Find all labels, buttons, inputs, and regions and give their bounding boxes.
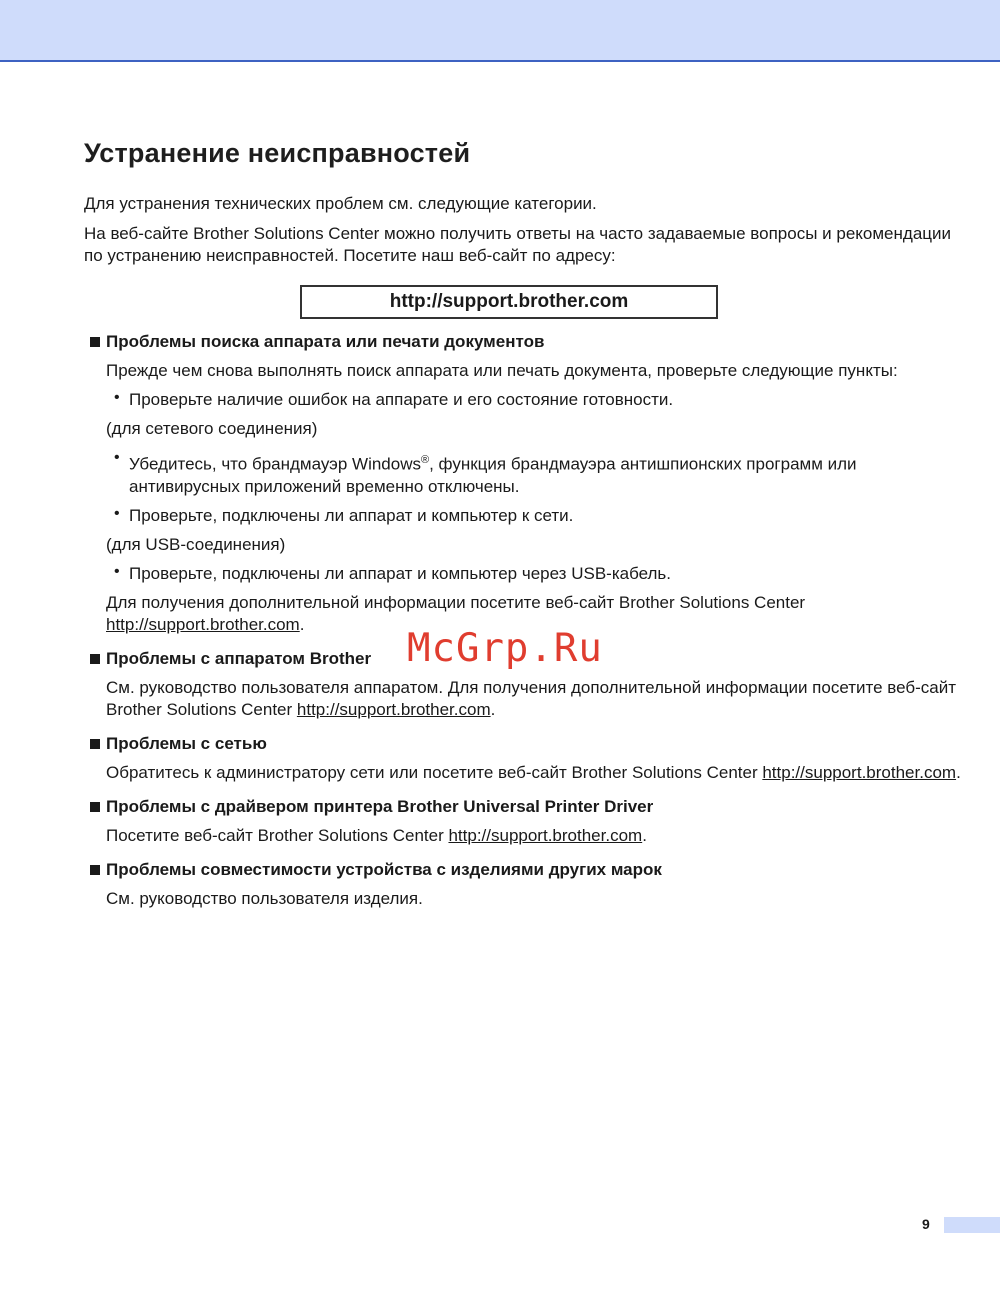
section-search-print — [84, 331, 964, 636]
bullet-icon: • — [114, 562, 120, 580]
support-url-box[interactable]: http://support.brother.com — [300, 285, 718, 319]
section-network — [84, 733, 964, 784]
section-text: Обратитесь к администратору сети или посетите веб-сайт Brother Solutions Center http://support.brother.com. — [106, 762, 961, 782]
page-content — [84, 138, 964, 910]
support-link[interactable]: http://support.brother.com — [762, 762, 957, 782]
section-heading: Проблемы с аппаратом Brother — [84, 648, 964, 670]
network-note: (для сетевого соединения) — [106, 419, 318, 438]
page-number: 9 — [922, 1216, 930, 1232]
square-bullet-icon — [90, 654, 100, 664]
header-band — [0, 0, 1000, 62]
intro-paragraph-2: На веб-сайте Brother Solutions Center можно получить ответы на часто задаваемые вопросы и рекомендации по устранению неисправностей. Посетите наш веб-сайт по адресу: — [84, 224, 951, 265]
square-bullet-icon — [90, 739, 100, 749]
section-heading: Проблемы с сетью — [84, 733, 964, 755]
bullet-icon: • — [114, 449, 120, 466]
section-text: См. руководство пользователя изделия. — [106, 888, 423, 908]
support-link[interactable]: http://support.brother.com — [296, 699, 491, 719]
square-bullet-icon — [90, 802, 100, 812]
list-item: • Проверьте, подключены ли аппарат и компьютер через USB-кабель. — [114, 562, 672, 583]
support-link[interactable]: http://support.brother.com — [106, 614, 300, 634]
section-heading: Проблемы поиска аппарата или печати документов — [84, 331, 964, 353]
bullet-icon: • — [114, 389, 120, 406]
section-heading: Проблемы совместимости устройства с изделиями других марок — [84, 859, 964, 881]
section-info: Для получения дополнительной информации посетите веб-сайт Brother Solutions Center http://support.brother.com. — [106, 592, 806, 634]
usb-note: (для USB-соединения) — [106, 534, 286, 554]
section-text: См. руководство пользователя аппаратом. Для получения дополнительной информации посетите веб-сайт Brother Solutions Center http://support.brother.com. — [106, 677, 957, 719]
square-bullet-icon — [90, 337, 100, 347]
page-tab — [944, 1217, 1000, 1233]
list-item: • Проверьте, подключены ли аппарат и компьютер к сети. — [114, 504, 574, 525]
section-compatibility — [84, 859, 964, 910]
square-bullet-icon — [90, 865, 100, 875]
list-item: • Убедитесь, что брандмауэр Windows®, функция брандмауэра антишпионских программ или антивирусных приложений временно отключены. — [114, 449, 857, 496]
section-driver — [84, 796, 964, 847]
list-item: • Проверьте наличие ошибок на аппарате и его состояние готовности. — [114, 389, 674, 409]
section-lead: Прежде чем снова выполнять поиск аппарата или печать документа, проверьте следующие пункты: — [106, 361, 898, 380]
watermark: McGrp.Ru — [407, 626, 603, 671]
support-link[interactable]: http://support.brother.com — [448, 825, 643, 845]
section-text: Посетите веб-сайт Brother Solutions Center http://support.brother.com. — [106, 825, 647, 845]
page-title: Устранение неисправностей — [84, 138, 471, 168]
bullet-icon: • — [114, 504, 120, 522]
intro-paragraph-1: Для устранения технических проблем см. следующие категории. — [84, 194, 597, 213]
section-heading: Проблемы с драйвером принтера Brother Universal Printer Driver — [84, 796, 964, 818]
